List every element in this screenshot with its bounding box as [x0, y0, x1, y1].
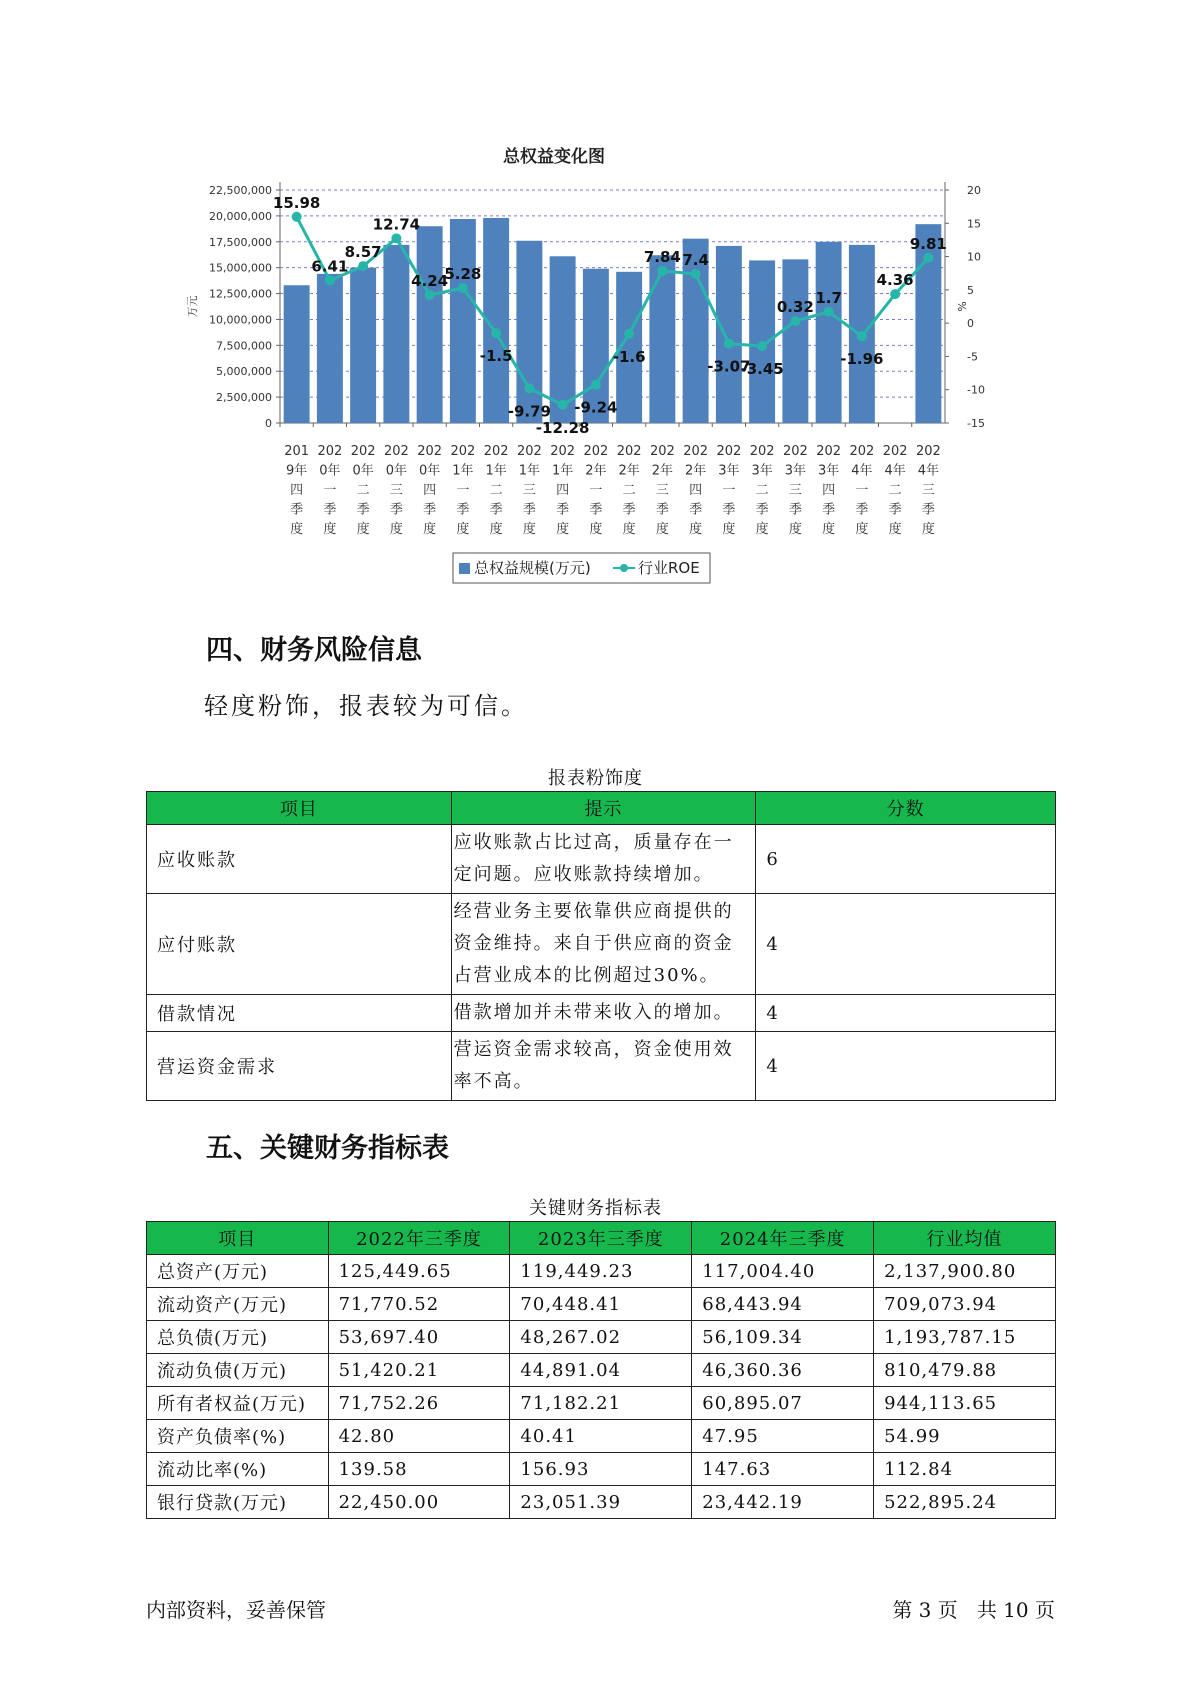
roe-data-label: -12.28 — [535, 418, 590, 437]
header-item: 项目 — [147, 792, 452, 825]
bar — [417, 226, 443, 423]
section5-heading: 五、关键财务指标表 — [206, 1133, 449, 1164]
fin-value: 56,109.34 — [692, 1321, 874, 1354]
footer-left: 内部资料，妥善保管 — [146, 1598, 326, 1622]
fin-table — [146, 1221, 1056, 1519]
section4-heading: 四、财务风险信息 — [206, 635, 422, 666]
roe-point — [292, 212, 302, 222]
risk-table — [146, 791, 1056, 1101]
y2-tick-label: 20 — [967, 184, 981, 197]
bar — [782, 259, 808, 423]
roe-data-label: 4.36 — [876, 271, 914, 290]
header-industry-avg: 行业均值 — [874, 1222, 1056, 1255]
fin-table-caption: 关键财务指标表 — [529, 1198, 662, 1219]
legend-bar-label: 总权益规模(万元) — [474, 559, 591, 577]
fin-item: 资产负债率(%) — [147, 1420, 329, 1453]
roe-data-label: -1.6 — [612, 347, 646, 366]
chart-title: 总权益变化图 — [503, 147, 605, 167]
fin-value: 147.63 — [692, 1453, 874, 1486]
roe-data-label: 6.41 — [311, 257, 349, 276]
fin-value: 1,193,787.15 — [874, 1321, 1056, 1354]
fin-value: 117,004.40 — [692, 1255, 874, 1288]
risk-item: 应付账款 — [147, 894, 452, 995]
roe-point — [890, 289, 900, 299]
y-tick-label: 2,500,000 — [216, 391, 272, 405]
x-tick-label: 202 0年三季度 — [383, 444, 409, 537]
table-row — [147, 1288, 1056, 1321]
risk-item: 借款情况 — [147, 995, 452, 1032]
roe-point — [425, 290, 435, 300]
table-row — [147, 1453, 1056, 1486]
bar — [649, 255, 675, 423]
roe-data-label: 8.57 — [344, 243, 382, 262]
table-row — [147, 1032, 1056, 1101]
fin-value: 944,113.65 — [874, 1387, 1056, 1420]
fin-value: 23,051.39 — [510, 1486, 692, 1519]
bar — [516, 241, 542, 423]
risk-hint: 应收账款占比过高，质量存在一定问题。应收账款持续增加。 — [451, 825, 756, 894]
header-item: 项目 — [147, 1222, 329, 1255]
fin-value: 23,442.19 — [692, 1486, 874, 1519]
y-tick-label: 10,000,000 — [209, 313, 272, 327]
y-tick-label: 20,000,000 — [209, 209, 272, 223]
bar — [716, 246, 742, 423]
y-tick-label: 12,500,000 — [209, 287, 272, 301]
fin-value: 2,137,900.80 — [874, 1255, 1056, 1288]
legend-line-marker — [620, 564, 628, 572]
risk-table-header — [147, 792, 1056, 825]
fin-value: 70,448.41 — [510, 1288, 692, 1321]
table-row — [147, 1387, 1056, 1420]
roe-data-label: -1.96 — [840, 350, 884, 369]
table-row — [147, 1255, 1056, 1288]
fin-value: 139.58 — [328, 1453, 510, 1486]
section4-text: 轻度粉饰，报表较为可信。 — [204, 692, 528, 720]
roe-point — [923, 253, 933, 263]
fin-value: 40.41 — [510, 1420, 692, 1453]
roe-data-label: 5.28 — [444, 264, 482, 283]
y-axis-label: 万元 — [186, 295, 199, 318]
roe-point — [524, 383, 534, 393]
risk-hint: 经营业务主要依靠供应商提供的资金维持。来自于供应商的资金占营业成本的比例超过30%。 — [451, 894, 756, 995]
header-2022q3: 2022年三季度 — [328, 1222, 510, 1255]
x-tick-label: 202 1年四季度 — [550, 444, 576, 537]
y-tick-label: 17,500,000 — [209, 235, 272, 249]
y2-tick-label: -15 — [967, 417, 985, 430]
fin-value: 119,449.23 — [510, 1255, 692, 1288]
x-tick-label: 202 1年二季度 — [483, 444, 509, 537]
fin-item: 流动比率(%) — [147, 1453, 329, 1486]
roe-data-label: 7.4 — [682, 250, 709, 269]
fin-value: 53,697.40 — [328, 1321, 510, 1354]
fin-value: 60,895.07 — [692, 1387, 874, 1420]
risk-hint: 借款增加并未带来收入的增加。 — [451, 995, 756, 1032]
fin-value: 54.99 — [874, 1420, 1056, 1453]
legend-line-label: 行业ROE — [638, 559, 700, 577]
x-tick-label: 202 0年二季度 — [350, 444, 376, 537]
roe-data-label: -3.45 — [740, 360, 784, 379]
roe-data-label: 15.98 — [272, 193, 321, 212]
fin-value: 48,267.02 — [510, 1321, 692, 1354]
roe-point — [691, 269, 701, 279]
roe-data-label: 9.81 — [909, 234, 947, 253]
x-tick-label: 202 2年三季度 — [649, 444, 675, 537]
legend-bar-swatch — [459, 563, 470, 574]
fin-item: 所有者权益(万元) — [147, 1387, 329, 1420]
fin-item: 银行贷款(万元) — [147, 1486, 329, 1519]
table-row — [147, 894, 1056, 995]
risk-score: 4 — [756, 894, 1056, 995]
x-tick-label: 202 2年四季度 — [683, 444, 709, 537]
fin-item: 流动资产(万元) — [147, 1288, 329, 1321]
roe-point — [491, 328, 501, 338]
x-tick-label: 202 4年一季度 — [849, 444, 875, 537]
y-tick-label: 7,500,000 — [216, 339, 272, 353]
fin-item: 总负债(万元) — [147, 1321, 329, 1354]
fin-value: 522,895.24 — [874, 1486, 1056, 1519]
roe-point — [790, 316, 800, 326]
x-tick-label: 202 0年四季度 — [417, 444, 443, 537]
roe-point — [857, 331, 867, 341]
roe-data-label: 0.32 — [776, 298, 814, 317]
roe-point — [657, 266, 667, 276]
header-2024q3: 2024年三季度 — [692, 1222, 874, 1255]
bar — [317, 274, 343, 423]
header-2023q3: 2023年三季度 — [510, 1222, 692, 1255]
roe-data-label: -3.07 — [707, 357, 751, 376]
fin-value: 71,770.52 — [328, 1288, 510, 1321]
x-tick-label: 202 3年二季度 — [749, 444, 775, 537]
bar — [383, 245, 409, 423]
fin-value: 47.95 — [692, 1420, 874, 1453]
roe-data-label: 12.74 — [372, 215, 421, 234]
roe-data-label: -1.5 — [479, 347, 513, 366]
fin-item: 总资产(万元) — [147, 1255, 329, 1288]
x-tick-label: 202 3年一季度 — [716, 444, 742, 537]
risk-table-caption: 报表粉饰度 — [548, 768, 643, 789]
roe-point — [757, 341, 767, 351]
roe-data-label: -9.79 — [507, 402, 551, 421]
risk-item: 营运资金需求 — [147, 1032, 452, 1101]
fin-value: 71,182.21 — [510, 1387, 692, 1420]
table-row — [147, 1420, 1056, 1453]
x-tick-label: 202 2年二季度 — [616, 444, 642, 537]
x-tick-label: 202 2年一季度 — [583, 444, 609, 537]
fin-value: 156.93 — [510, 1453, 692, 1486]
y2-axis-label: % — [955, 301, 968, 312]
bar — [350, 268, 376, 423]
roe-point — [558, 400, 568, 410]
bar — [816, 242, 842, 423]
fin-value: 44,891.04 — [510, 1354, 692, 1387]
fin-value: 42.80 — [328, 1420, 510, 1453]
y2-tick-label: 0 — [967, 317, 974, 331]
risk-item: 应收账款 — [147, 825, 452, 894]
y-tick-label: 15,000,000 — [209, 261, 272, 275]
roe-point — [824, 307, 834, 317]
roe-data-label: -9.24 — [574, 398, 618, 417]
fin-value: 68,443.94 — [692, 1288, 874, 1321]
roe-data-label: 1.7 — [815, 288, 842, 307]
equity-chart — [180, 140, 985, 600]
fin-value: 810,479.88 — [874, 1354, 1056, 1387]
roe-data-label: 4.24 — [411, 271, 449, 290]
fin-value: 71,752.26 — [328, 1387, 510, 1420]
table-row — [147, 1486, 1056, 1519]
x-tick-label: 202 4年二季度 — [882, 444, 908, 537]
y2-tick-label: 5 — [967, 283, 974, 297]
roe-point — [391, 233, 401, 243]
y2-tick-label: 15 — [967, 217, 981, 231]
fin-value: 709,073.94 — [874, 1288, 1056, 1321]
roe-point — [458, 283, 468, 293]
risk-score: 6 — [756, 825, 1056, 894]
x-tick-label: 202 1年三季度 — [516, 444, 542, 537]
y-tick-label: 0 — [265, 417, 272, 430]
risk-score: 4 — [756, 1032, 1056, 1101]
table-row — [147, 825, 1056, 894]
x-tick-label: 202 0年一季度 — [317, 444, 343, 537]
fin-value: 125,449.65 — [328, 1255, 510, 1288]
table-row — [147, 1354, 1056, 1387]
y2-tick-label: 10 — [967, 250, 981, 264]
risk-score: 4 — [756, 995, 1056, 1032]
table-row — [147, 995, 1056, 1032]
fin-item: 流动负债(万元) — [147, 1354, 329, 1387]
roe-point — [624, 329, 634, 339]
roe-point — [591, 380, 601, 390]
footer-page-number: 第 3 页 共 10 页 — [892, 1598, 1055, 1622]
fin-value: 112.84 — [874, 1453, 1056, 1486]
y-tick-label: 22,500,000 — [209, 184, 272, 197]
x-tick-label: 201 9年四季度 — [284, 444, 310, 537]
y2-tick-label: -5 — [967, 350, 978, 364]
fin-value: 22,450.00 — [328, 1486, 510, 1519]
header-hint: 提示 — [451, 792, 756, 825]
x-tick-label: 202 4年三季度 — [915, 444, 941, 537]
x-tick-label: 202 3年四季度 — [816, 444, 842, 537]
y2-tick-label: -10 — [967, 383, 985, 397]
roe-point — [724, 339, 734, 349]
table-row — [147, 1321, 1056, 1354]
x-tick-label: 202 1年一季度 — [450, 444, 476, 537]
fin-table-body — [147, 1255, 1056, 1519]
fin-value: 46,360.36 — [692, 1354, 874, 1387]
roe-point — [325, 275, 335, 285]
fin-table-header — [147, 1222, 1056, 1255]
fin-value: 51,420.21 — [328, 1354, 510, 1387]
bar — [450, 219, 476, 423]
x-tick-label: 202 3年三季度 — [782, 444, 808, 537]
header-score: 分数 — [756, 792, 1056, 825]
bar — [284, 285, 310, 423]
roe-data-label: 7.84 — [643, 247, 681, 266]
y-tick-label: 5,000,000 — [216, 365, 272, 379]
risk-hint: 营运资金需求较高，资金使用效率不高。 — [451, 1032, 756, 1101]
roe-point — [358, 261, 368, 271]
